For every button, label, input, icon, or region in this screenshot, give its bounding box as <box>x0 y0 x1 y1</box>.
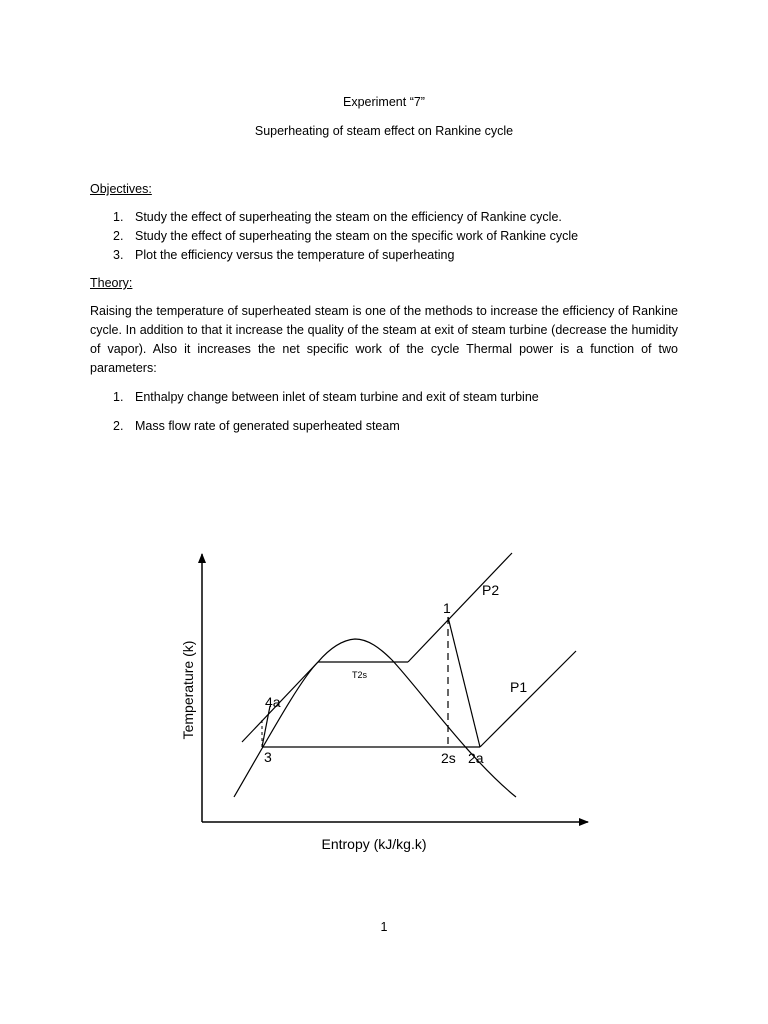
label-p2: P2 <box>482 582 500 598</box>
list-text: Mass flow rate of generated superheated steam <box>135 419 400 433</box>
list-text: Study the effect of superheating the steam on the efficiency of Rankine cycle. <box>135 210 562 224</box>
list-number: 3. <box>113 248 124 262</box>
list-number: 2. <box>113 419 124 433</box>
objectives-heading: Objectives: <box>90 182 152 196</box>
list-number: 1. <box>113 390 124 404</box>
label-point-4a: 4a <box>265 694 281 710</box>
document-subtitle: Superheating of steam effect on Rankine cycle <box>254 124 514 138</box>
label-point-1: 1 <box>443 600 451 616</box>
label-point-2s: 2s <box>441 750 456 766</box>
list-text: Enthalpy change between inlet of steam turbine and exit of steam turbine <box>135 390 539 404</box>
y-axis-label: Temperature (k) <box>180 640 196 740</box>
page-number: 1 <box>380 920 388 934</box>
label-point-2a: 2a <box>468 750 484 766</box>
label-p1: P1 <box>510 679 528 695</box>
turbine-actual-expansion <box>448 617 480 747</box>
x-axis-label: Entropy (kJ/kg.k) <box>321 836 427 852</box>
saturation-dome <box>234 639 516 797</box>
list-number: 2. <box>113 229 124 243</box>
list-number: 1. <box>113 210 124 224</box>
document-title: Experiment “7” <box>343 95 425 109</box>
theory-paragraph: Raising the temperature of superheated steam is one of the methods to increase the efficiency of Rankine cycle. In addition to that it increase the quality of the steam at exit of steam turbine (decrease the humidity of vapor). Also it increases the net specific work of the cycle Thermal power is a function of two parameters: <box>90 304 678 375</box>
list-text: Plot the efficiency versus the temperature of superheating <box>135 248 455 262</box>
pressure-line-p2 <box>408 553 512 662</box>
label-point-3: 3 <box>264 749 272 765</box>
label-t2s: T2s <box>352 670 368 680</box>
theory-heading: Theory: <box>90 276 133 290</box>
pressure-line-p1-superheat <box>480 651 576 747</box>
list-text: Study the effect of superheating the steam on the specific work of Rankine cycle <box>135 229 579 243</box>
